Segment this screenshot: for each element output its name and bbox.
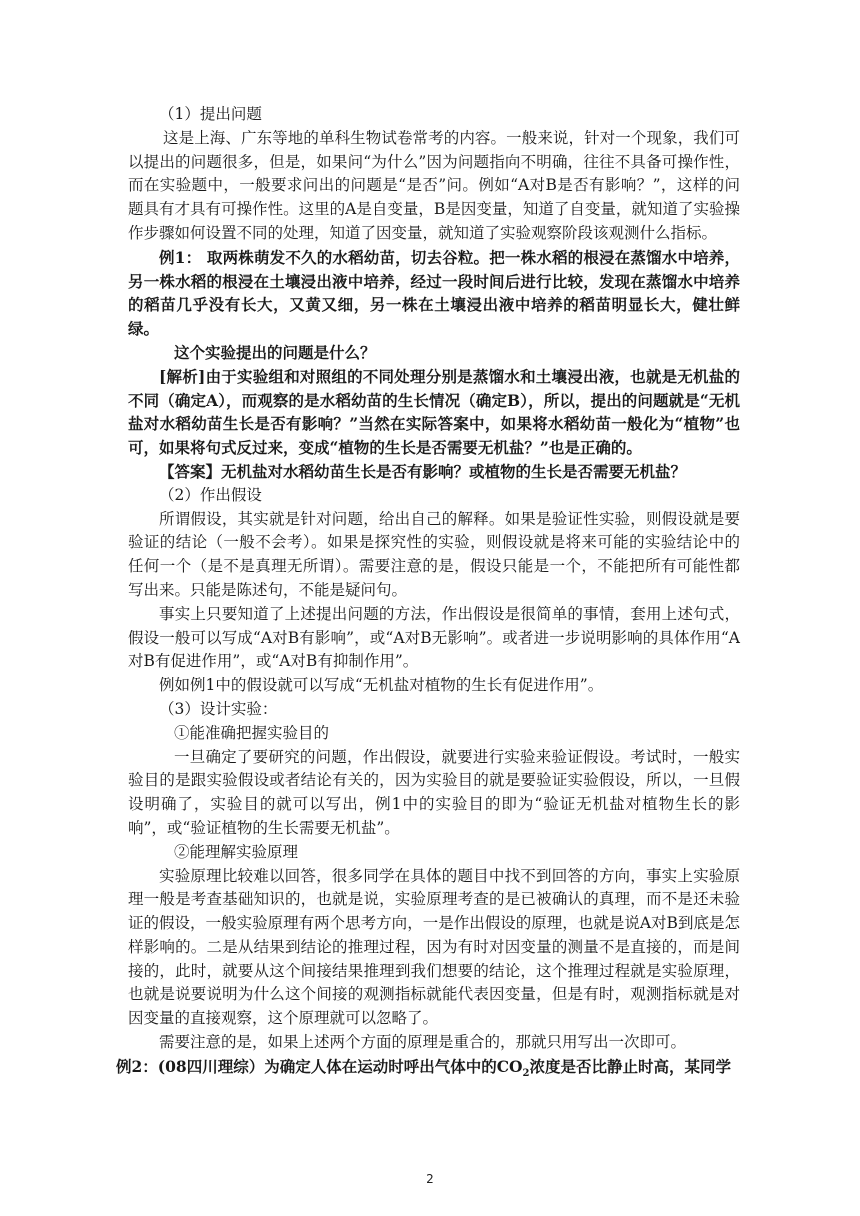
example-2-text-tail: 浓度是否比静止时高，某同学 (529, 1056, 732, 1076)
heading-design-experiment: （3）设计实验： (159, 699, 278, 718)
paragraph: 所谓假设，其实就是针对问题，给出自己的解释。如果是验证性实验，则假设就是要验证的结论（一般不会考）。如果是探究性的实验，则假设就是将来可能的实验结论中的任何一个（是不是真理无所谓）。需要注意的是，假设只能是一个，不能把所有可能性都写出来。只能是陈述句，不能是疑问句。 (128, 509, 740, 599)
page-content (116, 103, 740, 1086)
paragraph: 这是上海、广东等地的单科生物试卷常考的内容。一般来说，针对一个现象，我们可以提出的问题很多，但是，如果问“为什么”因为问题指向不明确，往往不具备可操作性，而在实验题中，一般要求问出的问题是“是否”问。例如“A对B是否有影响？”，这样的问题具有才具有可操作性。这里的A是自变量，B是因变量，知道了自变量，就知道了实验操作步骤如何设置不同的处理，知道了因变量，就知道了实验观察阶段该观测什么指标。 (128, 128, 740, 242)
example-2 (116, 1055, 740, 1086)
heading-hypothesis: （2）作出假设 (159, 485, 262, 504)
paragraph: 实验原理比较难以回答，很多同学在具体的题目中找不到回答的方向，事实上实验原理一般是考查基础知识的，也就是说，实验原理考查的是已被确认的真理，而不是还未验证的假设，一般实验原理有两个思考方向，一是作出假设的原理，也就是说A对B到底是怎样影响的。二是从结果到结论的推理过程，因为有时对因变量的测量不是直接的，而是间接的，此时，就要从这个间接结果推理到我们想要的结论，这个推理过程就是实验原理，也就是说要说明为什么这个间接的观测指标就能代表因变量，但是有时，观测指标就是对因变量的直接观察，这个原理就可以忽略了。 (128, 866, 740, 1028)
example-1: 例1： 取两株萌发不久的水稻幼苗，切去谷粒。把一株水稻的根浸在蒸馏水中培养，另一株水稻的根浸在土壤浸出液中培养，经过一段时间后进行比较，发现在蒸馏水中培养的稻苗几乎没有长大，又黄又细，另一株在土壤浸出液中培养的稻苗明显长大，健壮鲜绿。 (128, 247, 740, 339)
subheading-purpose: ①能准确把握实验目的 (174, 723, 330, 742)
page-number: 2 (426, 1172, 434, 1186)
paragraph: 一旦确定了要研究的问题，作出假设，就要进行实验来验证假设。考试时，一般实验目的是跟实验假设或者结论有关的，因为实验目的就是要验证实验假设，所以，一旦假设明确了，实验目的就可以写出，例1中的实验目的即为“验证无机盐对植物生长的影响”，或“验证植物的生长需要无机盐”。 (128, 747, 740, 837)
paragraph: 例如例1中的假设就可以写成“无机盐对植物的生长有促进作用”。 (159, 676, 604, 695)
subscript: 2 (522, 1067, 530, 1079)
answer: 【答案】无机盐对水稻幼苗生长是否有影响？或植物的生长是否需要无机盐？ (159, 461, 687, 481)
heading-ask-question: （1）提出问题 (159, 105, 262, 123)
paragraph: 需要注意的是，如果上述两个方面的原理是重合的，那就只用写出一次即可。 (159, 1033, 687, 1052)
example-2-text: 例2：(08四川理综）为确定人体在运动时呼出气体中的CO (116, 1056, 523, 1076)
paragraph: 事实上只要知道了上述提出问题的方法，作出假设是很简单的事情，套用上述句式，假设一般可以写成“A对B有影响”，或“A对B无影响”。或者进一步说明影响的具体作用“A对B有促进作用”，或“A对B有抑制作用”。 (128, 604, 740, 671)
example-1-question: 这个实验提出的问题是什么？ (174, 342, 376, 362)
analysis: [解析]由于实验组和对照组的不同处理分别是蒸馏水和土壤浸出液，也就是无机盐的不同（确定A），而观察的是水稻幼苗的生长情况（确定B），所以，提出的问题就是“无机盐对水稻幼苗生长是否有影响？”当然在实际答案中，如果将水稻幼苗一般化为“植物”也可，如果将句式反过来，变成“植物的生长是否需要无机盐？”也是正确的。 (128, 366, 740, 458)
subheading-principle: ②能理解实验原理 (174, 842, 299, 861)
